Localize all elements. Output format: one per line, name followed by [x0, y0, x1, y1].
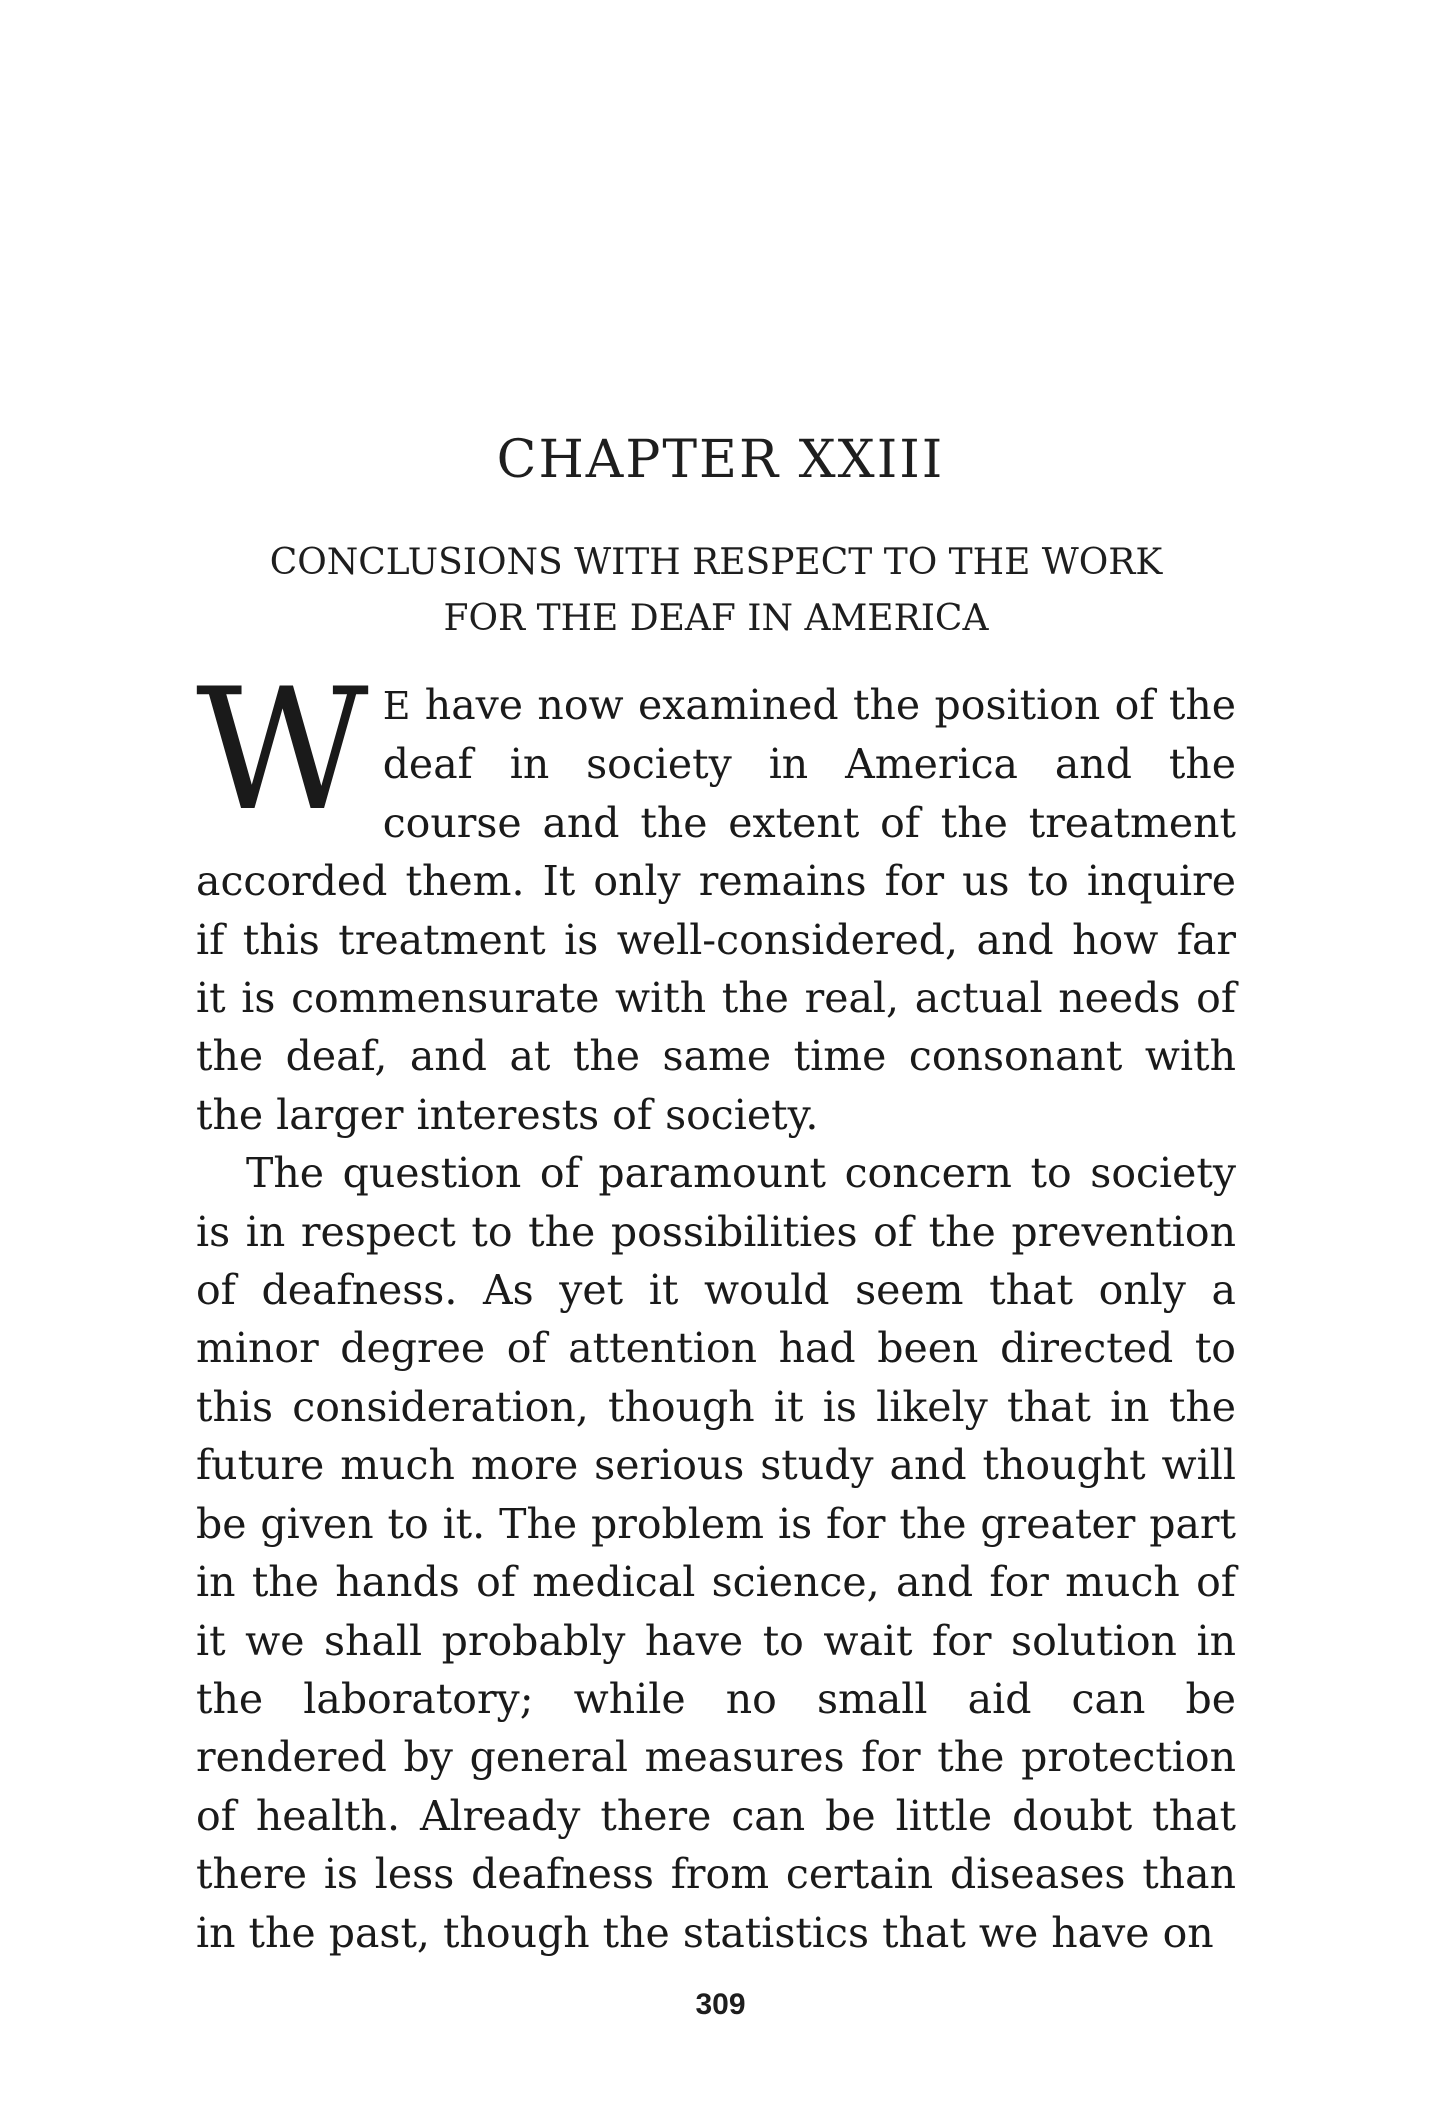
chapter-subtitle	[196, 535, 1236, 647]
subtitle-line-2: FOR THE DEAF IN AMERICA	[443, 598, 989, 639]
paragraph-1	[196, 652, 1236, 1144]
drop-cap: W	[196, 652, 369, 848]
body-text	[196, 652, 1236, 1962]
paragraph-2: The question of paramount concern to society is in respect to the possibilities of the prevention of deafness. As yet it would seem that only a minor degree of attention had been directed to this consideration, though it is likely that in the future much more serious study and thought will be given to it. The problem is for the greater part in the hands of medical science, and for much of it we shall probably have to wait for solution in the laboratory; while no small aid can be rendered by general measures for the protection of health. Already there can be little doubt that there is less deafness from certain diseases than in the past, though the statistics that we have on	[196, 1149, 1236, 1957]
subtitle-line-1: CONCLUSIONS WITH RESPECT TO THE WORK	[269, 542, 1163, 583]
page-number: 309	[695, 1988, 746, 2021]
chapter-title: CHAPTER XXIII	[496, 430, 945, 490]
paragraph-1-text: have now examined the position of the deaf in society in America and the course and the extent of the treatment accorded them. It only remains for us to inquire if this treatment is well-considered, and how far it is commensurate with the real, actual needs of the deaf, and at the same time consonant with the larger interests of society.	[196, 681, 1236, 1139]
first-word-rest: E	[382, 684, 411, 728]
